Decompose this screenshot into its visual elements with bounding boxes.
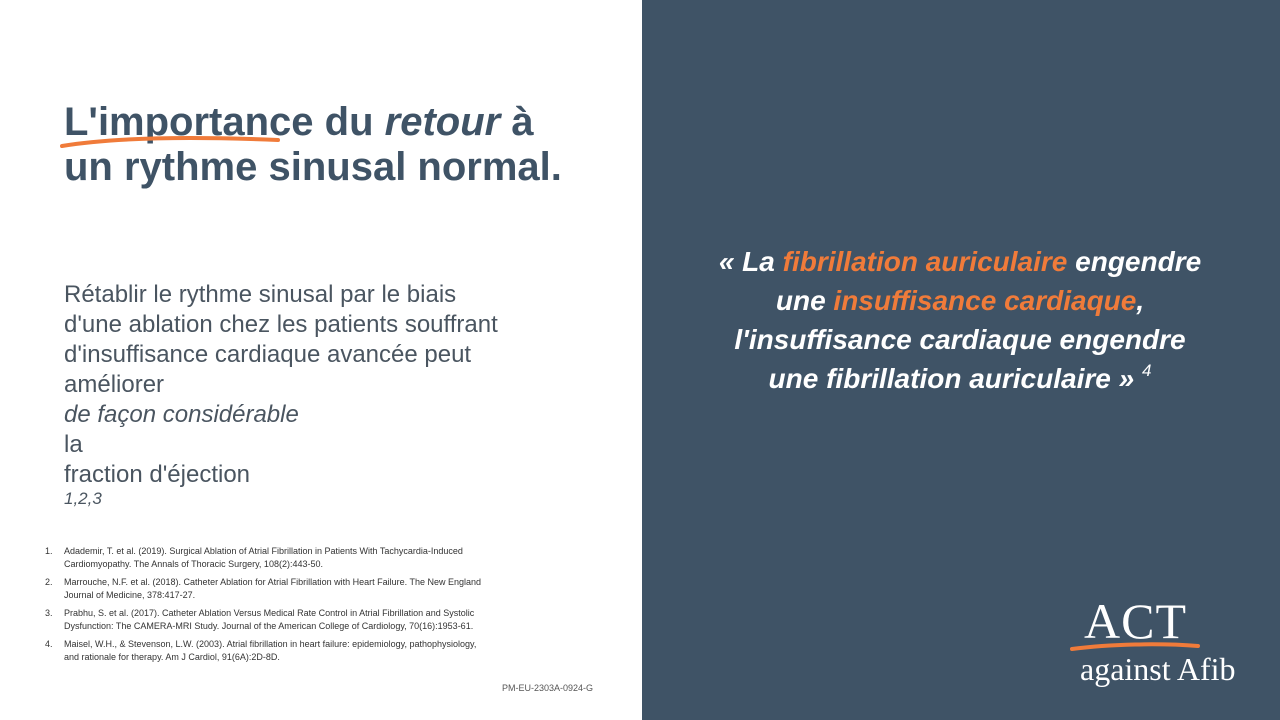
body-line: d'une ablation chez les patients souffrant <box>64 311 498 338</box>
title-line-2: un rythme sinusal normal. <box>64 145 562 189</box>
quote-block <box>660 242 1260 398</box>
quote-text: une fibrillation auriculaire » <box>768 363 1135 394</box>
reference-text: and rationale for therapy. Am J Cardiol, 91(6A):2D-8D. <box>64 652 280 662</box>
body-paragraph <box>64 280 584 520</box>
reference-text: Prabhu, S. et al. (2017). Catheter Ablation Versus Medical Rate Control in Atrial Fibrillation and Systolic <box>64 608 475 618</box>
reference-item <box>40 545 600 571</box>
body-line: Rétablir le rythme sinusal par le biais <box>64 281 457 308</box>
body-line: d'insuffisance cardiaque avancée peut <box>64 341 472 368</box>
act-against-afib-logo <box>1076 593 1256 691</box>
title-underline-stroke <box>60 132 280 150</box>
body-text: la <box>64 431 83 458</box>
quote-text: , <box>1136 285 1145 316</box>
reference-number: 3. <box>45 608 53 618</box>
title-text: L'importance du <box>64 100 385 144</box>
reference-text: Maisel, W.H., & Stevenson, L.W. (2003). Atrial fibrillation in heart failure: epidemiology, pathophysiology, <box>64 639 477 649</box>
body-line <box>64 370 584 460</box>
reference-number: 1. <box>45 546 53 556</box>
document-code: PM-EU-2303A-0924-G <box>502 683 594 693</box>
quote-text: une <box>775 285 834 316</box>
reference-number: 2. <box>45 577 53 587</box>
body-text: fraction d'éjection <box>64 461 251 488</box>
logo-sub-text: against Afib <box>1080 651 1236 687</box>
reference-item <box>40 638 600 664</box>
quote-line: l'insuffisance cardiaque engendre <box>734 324 1186 355</box>
reference-text: Marrouche, N.F. et al. (2018). Catheter Ablation for Atrial Fibrillation with Heart Failure. The New England <box>64 577 482 587</box>
quote-line <box>660 281 1260 320</box>
reference-text: Cardiomyopathy. The Annals of Thoracic Surgery, 108(2):443-50. <box>64 559 323 569</box>
reference-text: Journal of Medicine, 378:417-27. <box>64 590 196 600</box>
reference-item <box>40 576 600 602</box>
references-list <box>40 545 600 669</box>
reference-item <box>40 607 600 633</box>
title-text-end: à <box>500 100 534 144</box>
logo-main-text: ACT <box>1084 593 1187 649</box>
reference-text: Dysfunction: The CAMERA-MRI Study. Journal of the American College of Cardiology, 70(16):1953-61. <box>64 621 474 631</box>
quote-line <box>660 242 1260 281</box>
title-emphasis: retour <box>384 100 501 144</box>
quote-text: « La <box>718 246 783 277</box>
quote-highlight: fibrillation auriculaire <box>782 246 1068 277</box>
citation-superscript: 4 <box>1141 361 1152 380</box>
citation-superscript: 1,2,3 <box>64 489 102 508</box>
body-text: améliorer <box>64 371 165 398</box>
body-line <box>64 460 584 520</box>
quote-text: engendre <box>1067 246 1202 277</box>
body-emphasis: de façon considérable <box>64 401 299 428</box>
reference-text: Adademir, T. et al. (2019). Surgical Ablation of Atrial Fibrillation in Patients With Tachycardia-Induced <box>64 546 463 556</box>
reference-number: 4. <box>45 639 53 649</box>
quote-line <box>660 359 1260 398</box>
quote-highlight: insuffisance cardiaque <box>833 285 1137 316</box>
